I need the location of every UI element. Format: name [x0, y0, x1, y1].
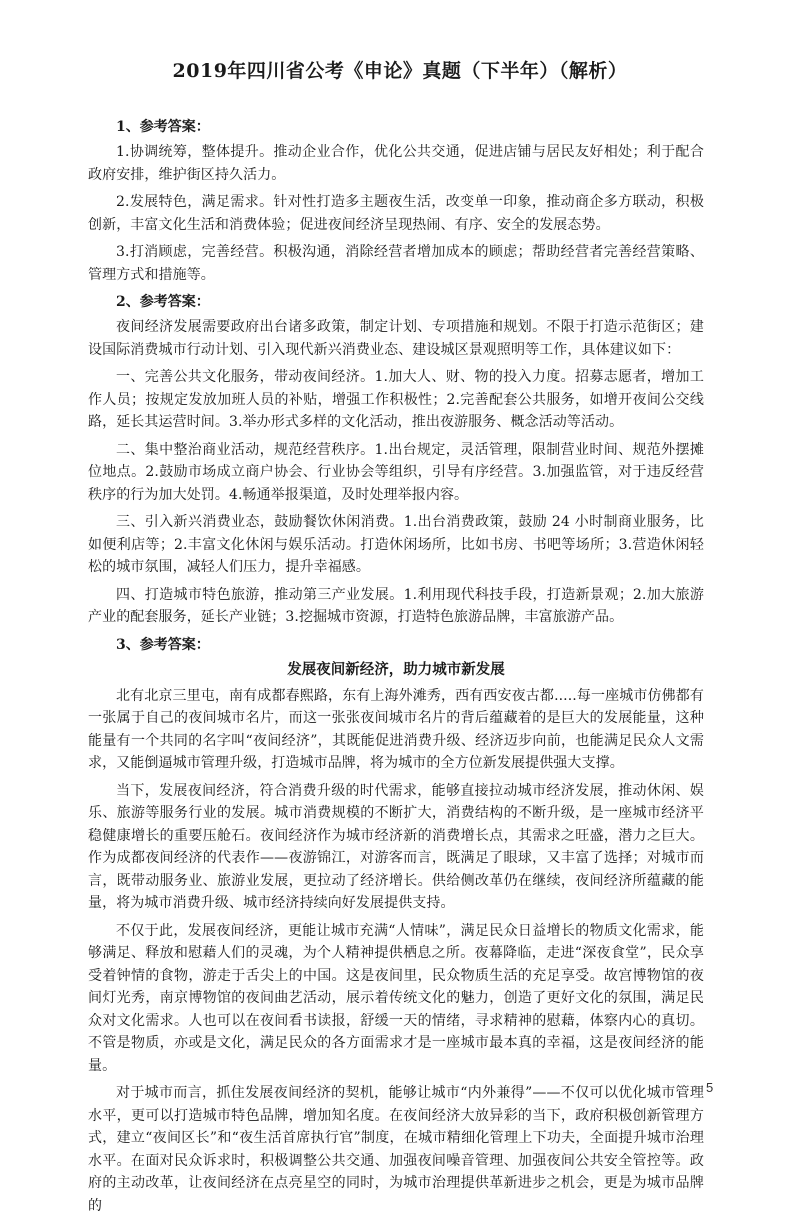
paragraph: 三、引入新兴消费业态，鼓励餐饮休闲消费。1.出台消费政策，鼓励 24 小时制商业服务，比如便利店等；2.丰富文化休闲与娱乐活动。打造休闲场所，比如书房、书吧等场所；3.营造休闲轻松的城市氛围，减轻人们压力，提升幸福感。: [88, 514, 704, 575]
paragraph: 不仅于此，发展夜间经济，更能让城市充满“人情味”，满足民众日益增长的物质文化需求，能够满足、释放和慰藉人们的灵魂，为个人精神提供栖息之所。夜幕降临，走进“深夜食堂”，民众享受着钟情的食物，游走于舌尖上的中国。这是夜间里，民众物质生活的充足享受。故宫博物馆的夜间灯光秀，南京博物馆的夜间曲艺活动，展示着传统文化的魅力，创造了更好文化的氛围，满足民众对文化需求。人也可以在夜间看书读报，舒缓一天的情绪，寻求精神的慰藉，体察内心的真切。不管是物质，亦或是文化，满足民众的各方面需求才是一座城市最本真的幸福，这是夜间经济的能量。: [88, 922, 704, 1074]
paragraph: 当下，发展夜间经济，符合消费升级的时代需求，能够直接拉动城市经济发展，推动休闲、娱乐、旅游等服务行业的发展。城市消费规模的不断扩大，消费结构的不断升级，是一座城市经济平稳健康增长的重要压舱石。夜间经济作为城市经济新的消费增长点，其需求之旺盛，潜力之巨大。作为成都夜间经济的代表作——夜游锦江，对游客而言，既满足了眼球，又丰富了选择；对城市而言，既带动服务业、旅游业发展，更拉动了经济增长。供给侧改革仍在继续，夜间经济所蕴藏的能量，将为城市消费升级、城市经济持续向好发展提供支持。: [88, 782, 704, 911]
paragraph: 二、集中整治商业活动，规范经营秩序。1.出台规定，灵活管理，限制营业时间、规范外摆摊位地点。2.鼓励市场成立商户协会、行业协会等组织，引导有序经营。3.加强监管，对于违反经营秩序的行为加大处罚。4.畅通举报渠道，及时处理举报内容。: [88, 441, 704, 503]
article-title: 发展夜间新经济，助力城市新发展: [287, 660, 505, 678]
paragraph: 对于城市而言，抓住发展夜间经济的契机，能够让城市“内外兼得”——不仅可以优化城市管理水平，更可以打造城市特色品牌，增加知名度。在夜间经济大放异彩的当下，政府积极创新管理方式，建立“夜间区长”和“夜生活首席执行官”制度，在城市精细化管理上下功夫，全面提升城市治理水平。在面对民众诉求时，积极调整公共交通、加强夜间噪音管理、加强夜间公共安全管控等。政府的主动改革，让夜间经济在点亮星空的同时，为城市治理提供革新进步之机会，更是为城市品牌的: [88, 1085, 704, 1214]
paragraph: 2.发展特色，满足需求。针对性打造多主题夜生活，改变单一印象，推动商企多方联动，积极创新，丰富文化生活和消费体验；促进夜间经济呈现热闹、有序、安全的发展态势。: [88, 194, 704, 233]
section-heading-1: 1、参考答案：: [116, 119, 210, 135]
paragraph: 1.协调统筹，整体提升。推动企业合作，优化公共交通，促进店铺与居民友好相处；利于配合政府安排，维护街区持久活力。: [88, 144, 704, 183]
section-heading-2: 2、参考答案：: [116, 294, 210, 310]
paragraph: 四、打造城市特色旅游，推动第三产业发展。1.利用现代科技手段，打造新景观；2.加大旅游产业的配套服务，延长产业链；3.挖掘城市资源，打造特色旅游品牌，丰富旅游产品。: [88, 586, 704, 625]
section-heading-3: 3、参考答案：: [116, 636, 210, 653]
paragraph: 一、完善公共文化服务，带动夜间经济。1.加大人、财、物的投入力度。招募志愿者，增加工作人员；按规定发放加班人员的补贴，增强工作积极性；2.完善配套公共服务，如增开夜间公交线路，延长其运营时间。3.举办形式多样的文化活动，推出夜游服务、概念活动等活动。: [88, 369, 704, 430]
page-number: 5: [706, 1080, 714, 1095]
paragraph: 北有北京三里屯，南有成都春熙路，东有上海外滩秀，西有西安夜古都.....每一座城市仿佛都有一张属于自己的夜间城市名片，而这一张张夜间城市名片的背后蕴藏着的是巨大的发展能量，这种能量有一个共同的名字叫“夜间经济”，其既能促进消费升级、经济迈步向前，也能满足民众人文需求，又能倒逼城市管理升级，打造城市品牌，将为城市的全方位新发展提供强大支撑。: [88, 687, 704, 771]
paragraph: 3.打消顾虑，完善经营。积极沟通，消除经营者增加成本的顾虑；帮助经营者完善经营策略、管理方式和措施等。: [88, 244, 704, 283]
paragraph: 夜间经济发展需要政府出台诸多政策，制定计划、专项措施和规划。不限于打造示范街区；建设国际消费城市行动计划、引入现代新兴消费业态、建设城区景观照明等工作，具体建议如下：: [88, 319, 704, 358]
document-body: [88, 116, 704, 1222]
page-title: 2019年四川省公考《申论》真题（下半年）（解析）: [172, 60, 628, 82]
